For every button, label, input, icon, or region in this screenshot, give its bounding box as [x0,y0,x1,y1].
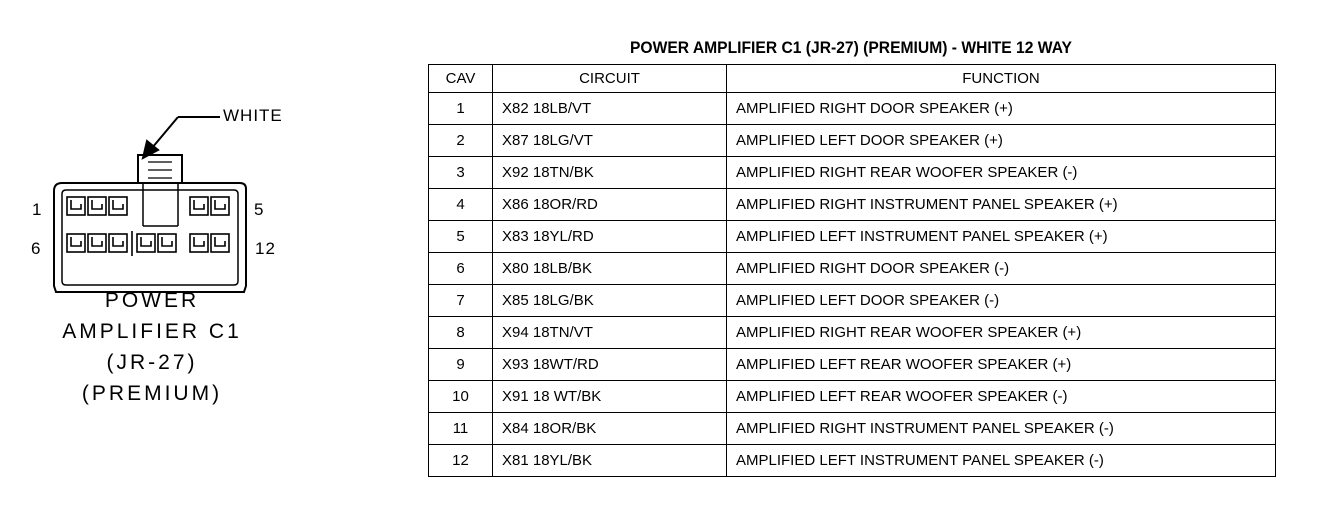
table-row [429,349,1276,381]
circuit-cell: X94 18TN/VT [493,317,727,349]
table-row [429,221,1276,253]
table-row [429,125,1276,157]
cav-cell: 3 [429,157,493,189]
header-function: FUNCTION [727,65,1276,93]
table-row [429,413,1276,445]
connector-color-label: WHITE [223,106,283,125]
connector-latch [138,155,182,183]
cav-cell: 1 [429,93,493,125]
connector-housing-outer [54,183,246,292]
table-header-row [429,65,1276,93]
cav-cell: 12 [429,445,493,477]
table-title: POWER AMPLIFIER C1 (JR-27) (PREMIUM) - WHITE 12 WAY [629,38,1073,57]
cavity-3 [109,197,127,215]
cavity-1 [67,197,85,215]
function-cell: AMPLIFIED RIGHT INSTRUMENT PANEL SPEAKER (+) [727,189,1276,221]
cavity-table [428,64,1276,477]
circuit-cell: X83 18YL/RD [493,221,727,253]
function-cell: AMPLIFIED LEFT INSTRUMENT PANEL SPEAKER (-) [727,445,1276,477]
cav-cell: 5 [429,221,493,253]
cavity-9 [137,234,155,252]
table-row [429,381,1276,413]
cav-cell: 6 [429,253,493,285]
caption-line: AMPLIFIER C1 [62,320,242,343]
table-row [429,93,1276,125]
circuit-cell: X82 18LB/VT [493,93,727,125]
cavity-10 [158,234,176,252]
function-cell: AMPLIFIED LEFT INSTRUMENT PANEL SPEAKER (+) [727,221,1276,253]
circuit-cell: X85 18LG/BK [493,285,727,317]
cav-cell: 2 [429,125,493,157]
circuit-cell: X81 18YL/BK [493,445,727,477]
table-row [429,445,1276,477]
table-row [429,317,1276,349]
pin-label-6: 6 [31,239,42,258]
cavity-2 [88,197,106,215]
connector-drawing [0,0,420,522]
cav-cell: 11 [429,413,493,445]
function-cell: AMPLIFIED RIGHT REAR WOOFER SPEAKER (-) [727,157,1276,189]
cav-cell: 10 [429,381,493,413]
cavity-8 [109,234,127,252]
circuit-cell: X80 18LB/BK [493,253,727,285]
pin-label-12: 12 [255,239,276,258]
circuit-cell: X92 18TN/BK [493,157,727,189]
pin-label-1: 1 [32,200,43,219]
circuit-cell: X84 18OR/BK [493,413,727,445]
header-cav: CAV [429,65,493,93]
function-cell: AMPLIFIED RIGHT INSTRUMENT PANEL SPEAKER (-) [727,413,1276,445]
table-row [429,285,1276,317]
cavity-5 [211,197,229,215]
pin-label-5: 5 [254,200,265,219]
function-cell: AMPLIFIED LEFT DOOR SPEAKER (+) [727,125,1276,157]
connector-caption [52,285,252,409]
cav-cell: 4 [429,189,493,221]
function-cell: AMPLIFIED LEFT DOOR SPEAKER (-) [727,285,1276,317]
function-cell: AMPLIFIED RIGHT REAR WOOFER SPEAKER (+) [727,317,1276,349]
header-circuit: CIRCUIT [493,65,727,93]
leader-line-diagonal [152,117,178,148]
caption-line: POWER [104,289,200,312]
cav-cell: 7 [429,285,493,317]
cavity-11 [190,234,208,252]
caption-line: (PREMIUM) [81,382,223,405]
table-row [429,253,1276,285]
caption-line: (JR-27) [106,351,198,374]
circuit-cell: X86 18OR/RD [493,189,727,221]
function-cell: AMPLIFIED RIGHT DOOR SPEAKER (-) [727,253,1276,285]
circuit-cell: X91 18 WT/BK [493,381,727,413]
cavity-12 [211,234,229,252]
cavity-6 [67,234,85,252]
connector-diagram [0,0,420,522]
cav-cell: 9 [429,349,493,381]
table-row [429,157,1276,189]
cavity-7 [88,234,106,252]
circuit-cell: X87 18LG/VT [493,125,727,157]
function-cell: AMPLIFIED LEFT REAR WOOFER SPEAKER (-) [727,381,1276,413]
cavity-4 [190,197,208,215]
function-cell: AMPLIFIED LEFT REAR WOOFER SPEAKER (+) [727,349,1276,381]
function-cell: AMPLIFIED RIGHT DOOR SPEAKER (+) [727,93,1276,125]
table-row [429,189,1276,221]
circuit-cell: X93 18WT/RD [493,349,727,381]
cav-cell: 8 [429,317,493,349]
